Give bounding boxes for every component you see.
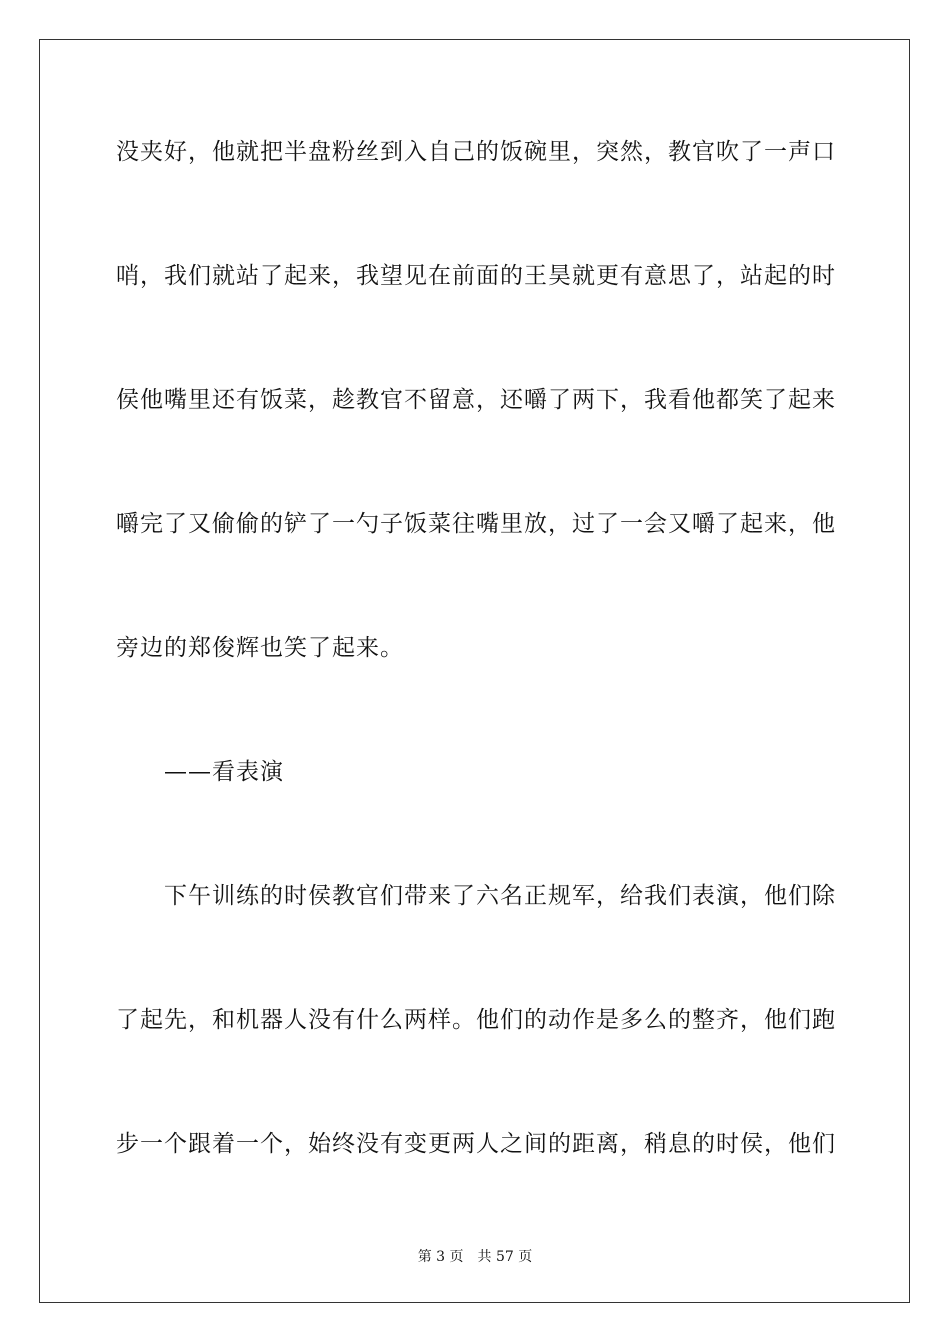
text-line: 侯他嘴里还有饭菜，趁教官不留意，还嚼了两下，我看他都笑了起来	[116, 387, 836, 413]
section-heading: ——看表演	[164, 759, 284, 785]
text-line: 步一个跟着一个，始终没有变更两人之间的距离，稍息的时侯，他们	[116, 1131, 836, 1157]
text-line: 嚼完了又偷偷的铲了一勺子饭菜往嘴里放，过了一会又嚼了起来，他	[116, 511, 836, 537]
page-number: 第 3 页	[417, 1249, 464, 1265]
text-line: 没夹好，他就把半盘粉丝到入自己的饭碗里，突然，教官吹了一声口	[116, 139, 836, 165]
text-line: 了起先，和机器人没有什么两样。他们的动作是多么的整齐，他们跑	[116, 1007, 836, 1033]
text-line: 下午训练的时侯教官们带来了六名正规军，给我们表演，他们除	[164, 883, 836, 909]
page-footer	[0, 1247, 950, 1267]
text-line: 旁边的郑俊辉也笑了起来。	[116, 635, 404, 661]
text-line: 哨，我们就站了起来，我望见在前面的王昊就更有意思了，站起的时	[116, 263, 836, 289]
page-total: 共 57 页	[477, 1249, 533, 1265]
page-border	[39, 39, 910, 1303]
